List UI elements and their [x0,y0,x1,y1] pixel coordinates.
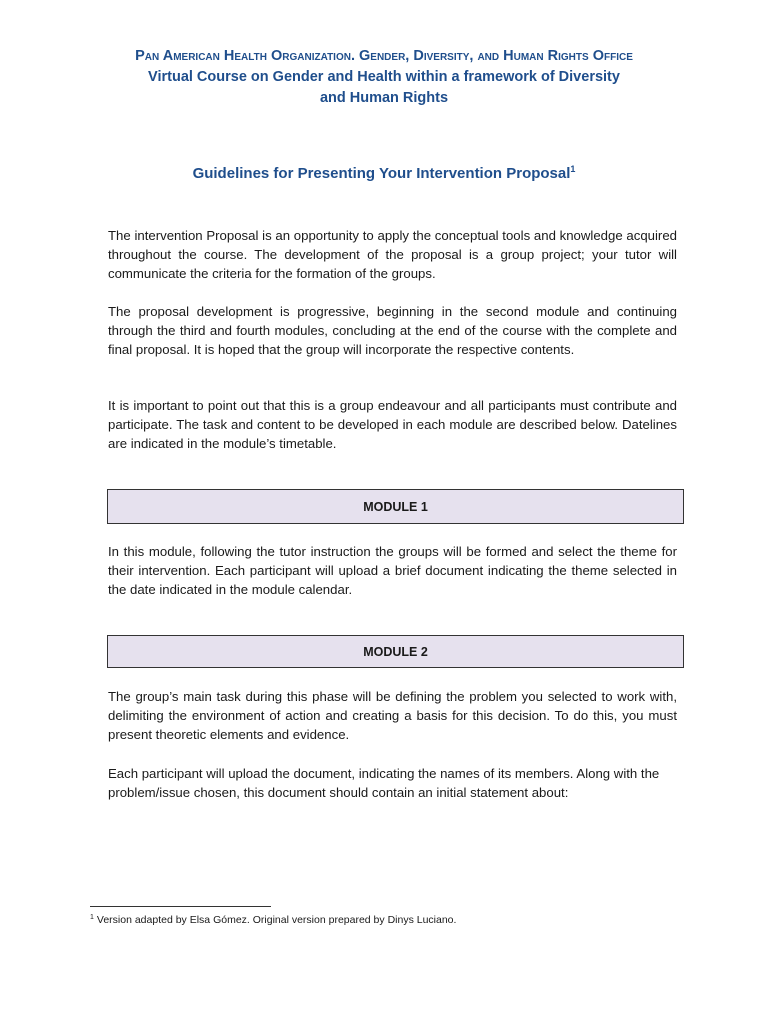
footnote-separator [90,906,271,907]
document-title [80,164,688,184]
upload-instructions-paragraph: Each participant will upload the document, indicating the names of its members. Along with the problem/issue chosen, this document should contain an initial statement about: [108,766,660,800]
header-course-line: Virtual Course on Gender and Health within a framework of Diversity [148,69,620,85]
module-2-heading: MODULE 2 [107,635,684,668]
group-endeavour-paragraph: It is important to point out that this is a group endeavour and all participants must contribute and participate. The task and content to be developed in each module are described below. Datelines are indicated in the module’s timetable. [108,398,677,451]
intro-paragraph: The intervention Proposal is an opportunity to apply the conceptual tools and knowledge acquired throughout the course. The development of the proposal is a group project; your tutor will communicate the criteria for the formation of the groups. [108,228,677,281]
title-text: Guidelines for Presenting Your Intervention Proposal [192,165,571,182]
header-course-line-continued: and Human Rights [319,90,449,106]
document-header [80,46,688,109]
title-footnote-ref: 1 [570,164,576,174]
module-1-heading: MODULE 1 [107,489,684,524]
footnote-marker: 1 [90,913,94,921]
header-organization-line: Pan American Health Organization. Gender, Diversity, and Human Rights Office [135,48,633,64]
module-1-paragraph: In this module, following the tutor instruction the groups will be formed and select the theme for their intervention. Each participant will upload a brief document indicating the theme selected in the date indicated in the module calendar. [108,544,677,597]
footnote-text: Version adapted by Elsa Gómez. Original version prepared by Dinys Luciano. [96,914,457,926]
footnote [90,913,456,927]
progression-paragraph: The proposal development is progressive, beginning in the second module and continuing through the third and fourth modules, concluding at the end of the course with the complete and final proposal. It is hoped that the group will incorporate the respective contents. [108,304,677,357]
module-2-paragraph: The group’s main task during this phase will be defining the problem you selected to work with, delimiting the environment of action and creating a basis for this decision. To do this, you must present theoretic elements and evidence. [108,689,677,742]
